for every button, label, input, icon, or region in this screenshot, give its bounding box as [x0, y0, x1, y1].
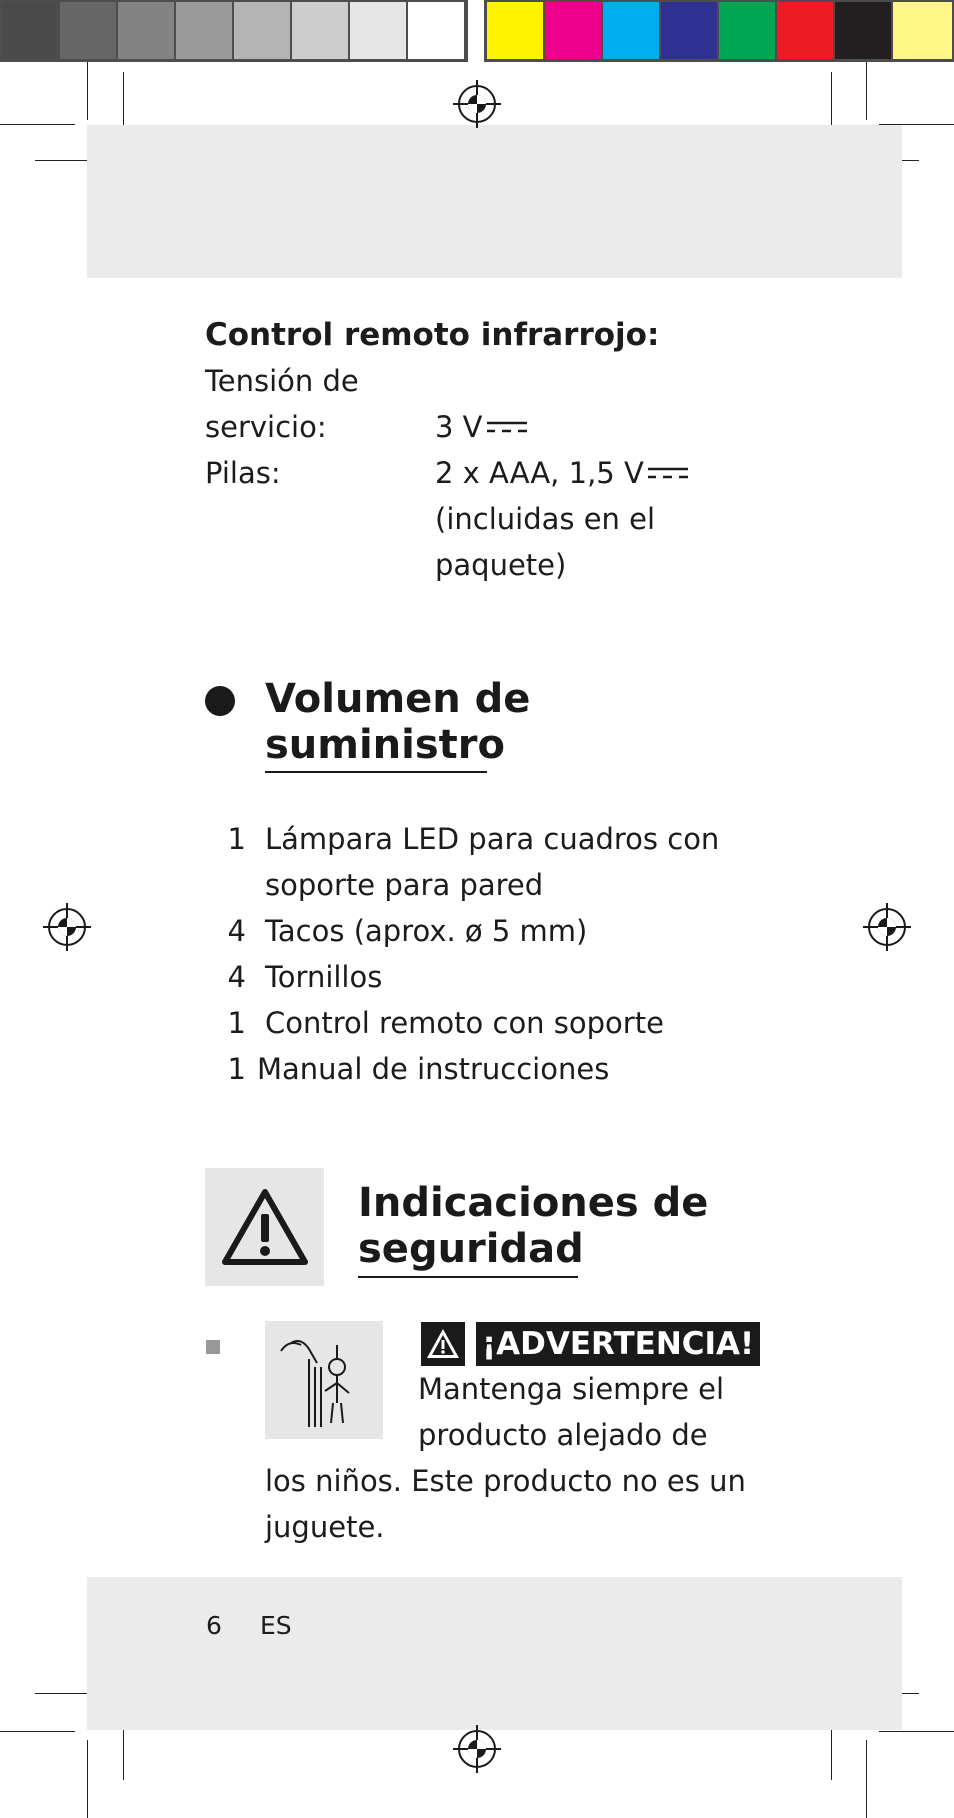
gray-swatch-7	[350, 2, 406, 59]
supply-heading-line1: Volumen de	[265, 676, 531, 722]
language-code: ES	[260, 1611, 292, 1640]
yellow-swatch	[487, 2, 543, 59]
list-item: soporte para pared	[265, 868, 544, 902]
warning-text-line: los niños. Este producto no es un	[265, 1464, 746, 1498]
list-item: Lámpara LED para cuadros con	[265, 822, 720, 856]
crop-mark	[866, 1740, 867, 1818]
safety-icon-box	[205, 1168, 324, 1286]
spec-value	[435, 450, 690, 496]
list-item-qty: 1	[227, 1052, 246, 1086]
color-calibration-bar	[0, 0, 954, 62]
section-bullet-icon	[205, 686, 235, 716]
crop-mark	[87, 1740, 88, 1818]
spec-value-text: 3 V	[435, 410, 483, 444]
list-item-qty: 1	[227, 822, 246, 856]
specs-title: Control remoto infrarrojo:	[205, 317, 660, 353]
list-item-qty: 4	[227, 960, 246, 994]
heading-underline	[358, 1276, 578, 1278]
warning-triangle-icon	[425, 1326, 461, 1362]
list-item: Manual de instrucciones	[257, 1052, 610, 1086]
crop-mark	[0, 1731, 75, 1732]
gray-swatch-6	[292, 2, 348, 59]
safety-heading-line1: Indicaciones de	[358, 1180, 709, 1226]
list-item: Control remoto con soporte	[265, 1006, 664, 1040]
crop-mark	[866, 62, 867, 120]
spec-value-text: 2 x AAA, 1,5 V	[435, 456, 644, 490]
black-swatch	[835, 2, 891, 59]
crop-mark	[0, 124, 75, 125]
crop-mark	[123, 1722, 124, 1780]
crop-mark	[831, 72, 832, 130]
supply-heading-line2: suministro	[265, 722, 505, 768]
crop-mark	[879, 1731, 954, 1732]
list-item: Tacos (aprox. ø 5 mm)	[265, 914, 588, 948]
registration-mark-icon	[40, 900, 94, 954]
warning-text-line: juguete.	[265, 1510, 385, 1544]
crop-mark	[831, 1722, 832, 1780]
crop-mark	[123, 72, 124, 130]
child-warning-picture	[265, 1321, 383, 1439]
safety-heading-line2: seguridad	[358, 1226, 584, 1272]
gray-swatch-4	[176, 2, 232, 59]
spec-value: (incluidas en el	[435, 502, 656, 536]
light-yellow-swatch	[893, 2, 952, 59]
registration-mark-icon	[450, 1722, 504, 1776]
list-square-bullet	[206, 1340, 220, 1354]
heading-underline	[265, 771, 487, 773]
red-swatch	[777, 2, 833, 59]
dc-symbol-icon	[485, 419, 529, 435]
cyan-swatch	[603, 2, 659, 59]
spec-value: paquete)	[435, 548, 567, 582]
list-item: Tornillos	[265, 960, 383, 994]
spec-value	[435, 404, 529, 450]
list-item-qty: 4	[227, 914, 246, 948]
header-panel	[87, 125, 902, 278]
gray-swatch-5	[234, 2, 290, 59]
warning-text-line: producto alejado de	[418, 1418, 708, 1452]
warning-text-line: Mantenga siempre el	[418, 1372, 725, 1406]
dc-symbol-icon	[646, 465, 690, 481]
blue-swatch	[661, 2, 717, 59]
gray-swatch-3	[118, 2, 174, 59]
registration-mark-icon	[450, 77, 504, 131]
list-item-qty: 1	[227, 1006, 246, 1040]
warning-label-icon-box	[421, 1322, 465, 1366]
gray-swatch-2	[60, 2, 116, 59]
warning-label: ¡ADVERTENCIA!	[476, 1322, 760, 1366]
registration-mark-icon	[860, 900, 914, 954]
spec-label: Pilas:	[205, 456, 281, 490]
gray-swatch-1	[2, 2, 56, 59]
crop-mark	[87, 62, 88, 120]
child-choking-icon	[271, 1327, 377, 1433]
spec-label: Tensión de	[205, 364, 359, 398]
magenta-swatch	[545, 2, 601, 59]
page-number: 6	[206, 1611, 222, 1640]
footer-panel	[87, 1577, 902, 1730]
gray-swatch-8	[408, 2, 464, 59]
spec-label: servicio:	[205, 410, 327, 444]
warning-triangle-icon	[219, 1186, 311, 1268]
green-swatch	[719, 2, 775, 59]
